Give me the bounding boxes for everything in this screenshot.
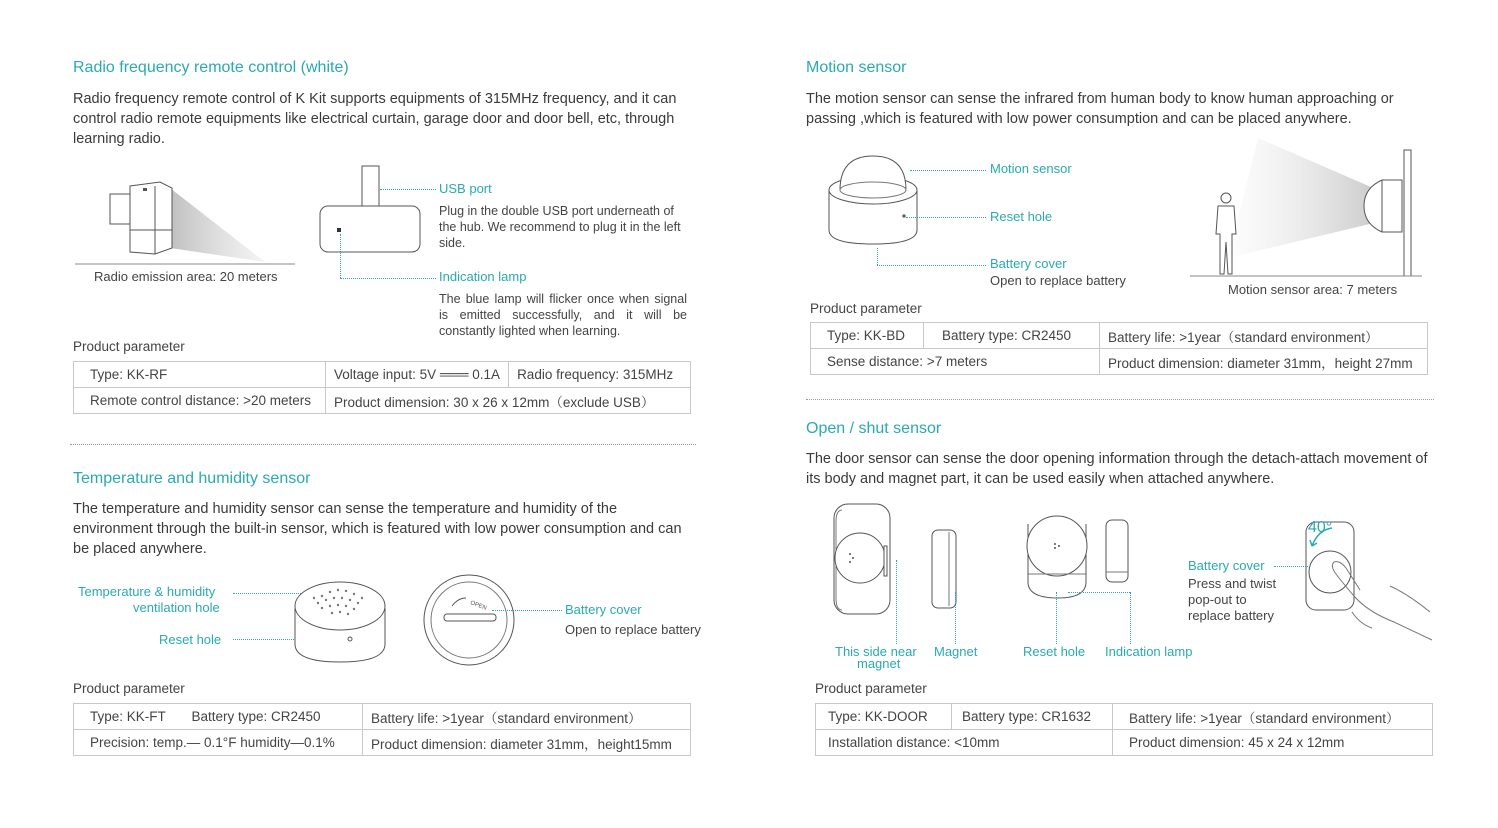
- door-param-table: [815, 703, 1433, 756]
- motion-title: Motion sensor: [806, 59, 907, 76]
- door-sensor-front-illustration: [1024, 512, 1134, 602]
- magnet-label: Magnet: [934, 644, 978, 659]
- indication-lamp-label: Indication lamp: [439, 269, 527, 284]
- door-distance: Installation distance: <10mm: [816, 730, 1113, 756]
- motion-reset-hole-label: Reset hole: [990, 209, 1053, 224]
- right-section-divider: [806, 399, 1434, 400]
- usb-port-note: Plug in the double USB port underneath of the hub. We recommend to plug it in the left side.: [439, 204, 681, 250]
- door-type: Type: KK-DOOR: [816, 704, 952, 730]
- motion-description: The motion sensor can sense the infrared from human body to know human approaching or passing ,which is featured with low power consumption and can be placed anywhere.: [806, 91, 1394, 127]
- motion-battery-cover-label: Battery cover: [990, 256, 1067, 271]
- th-sensor-illustration: [292, 578, 392, 664]
- near-magnet-label-2: magnet: [857, 656, 901, 671]
- motion-param-title: Product parameter: [810, 301, 922, 316]
- door-battery: Battery type: CR1632: [952, 704, 1113, 730]
- rf-param-table: [73, 361, 691, 414]
- th-title: Temperature and humidity sensor: [73, 470, 311, 487]
- rf-emission-caption: Radio emission area: 20 meters: [94, 269, 278, 284]
- motion-dimension: Product dimension: diameter 31mm，height 27mm: [1100, 349, 1428, 375]
- motion-distance: Sense distance: >7 meters: [811, 349, 1100, 375]
- left-section-divider: [70, 444, 696, 445]
- rf-device-illustration: [318, 164, 428, 256]
- motion-type: Type: KK-BD: [811, 323, 924, 349]
- th-type: Type: KK-FT: [74, 704, 184, 730]
- th-battery-cover-illustration: [422, 574, 518, 668]
- motion-param-table: [810, 322, 1428, 375]
- door-param-title: Product parameter: [815, 681, 927, 696]
- th-life: Battery life: >1year（standard environment）: [363, 704, 691, 730]
- door-battery-note-1: Press and twist: [1188, 576, 1277, 591]
- rf-frequency: Radio frequency: 315MHz: [509, 362, 691, 388]
- th-dimension: Product dimension: diameter 31mm，height15mm: [363, 730, 691, 756]
- th-battery-cover-label: Battery cover: [565, 602, 642, 617]
- door-battery-note-2: pop-out to: [1188, 592, 1247, 607]
- motion-sensor-label: Motion sensor: [990, 161, 1072, 176]
- door-life: Battery life: >1year（standard environment）: [1113, 704, 1433, 730]
- motion-area-illustration: [1188, 138, 1424, 280]
- th-param-table: [73, 703, 691, 756]
- rf-distance: Remote control distance: >20 meters: [74, 388, 326, 414]
- rf-param-title: Product parameter: [73, 339, 185, 354]
- door-indication-lamp-label: Indication lamp: [1105, 644, 1193, 659]
- motion-battery-cover-note: Open to replace battery: [990, 273, 1126, 288]
- motion-battery: Battery type: CR2450: [924, 323, 1100, 349]
- th-description: The temperature and humidity sensor can sense the temperature and humidity of the environment through the built-in sensor, which is featured with low power consumption and can be placed anywhere.: [73, 501, 682, 557]
- th-precision: Precision: temp.— 0.1°F humidity—0.1%: [74, 730, 363, 756]
- rf-dimension: Product dimension: 30 x 26 x 12mm（exclude USB）: [326, 388, 691, 414]
- door-title: Open / shut sensor: [806, 420, 942, 437]
- rf-description: Radio frequency remote control of K Kit supports equipments of 315MHz frequency, and it can control radio remote equipments like electrical curtain, garage door and door bell, etc, through learning radio.: [73, 91, 677, 147]
- door-battery-note-3: replace battery: [1188, 608, 1274, 623]
- rf-type: Type: KK-RF: [74, 362, 326, 388]
- motion-sensor-illustration: [826, 154, 922, 248]
- rf-voltage: Voltage input: 5V ═══ 0.1A: [326, 362, 509, 388]
- open-marking: OPEN: [469, 600, 488, 612]
- th-reset-hole-label: Reset hole: [159, 632, 222, 647]
- door-reset-hole-label: Reset hole: [1023, 644, 1086, 659]
- door-description: The door sensor can sense the door opening information through the detach-attach movement of its body and magnet part, it can be used easily when attached anywhere.: [806, 451, 1428, 487]
- indication-lamp-note: The blue lamp will flicker once when signal is emitted successfully, and it will be constantly lighted when learning.: [439, 292, 687, 338]
- door-battery-cover-label: Battery cover: [1188, 558, 1265, 573]
- door-dimension: Product dimension: 45 x 24 x 12mm: [1113, 730, 1433, 756]
- rf-title: Radio frequency remote control (white): [73, 59, 349, 76]
- motion-area-caption: Motion sensor area: 7 meters: [1228, 282, 1398, 297]
- vent-hole-label-1: Temperature & humidity: [78, 584, 216, 599]
- rf-emission-illustration: [75, 178, 300, 270]
- near-magnet-label-1: This side near: [835, 644, 917, 659]
- usb-port-label: USB port: [439, 181, 492, 196]
- motion-life: Battery life: >1year（standard environment）: [1100, 323, 1428, 349]
- th-battery: Battery type: CR2450: [184, 704, 363, 730]
- twist-angle-label: 40°: [1308, 519, 1333, 536]
- door-sensor-body-illustration: [832, 502, 962, 618]
- th-param-title: Product parameter: [73, 681, 185, 696]
- th-battery-cover-note: Open to replace battery: [565, 622, 701, 637]
- vent-hole-label-2: ventilation hole: [133, 600, 220, 615]
